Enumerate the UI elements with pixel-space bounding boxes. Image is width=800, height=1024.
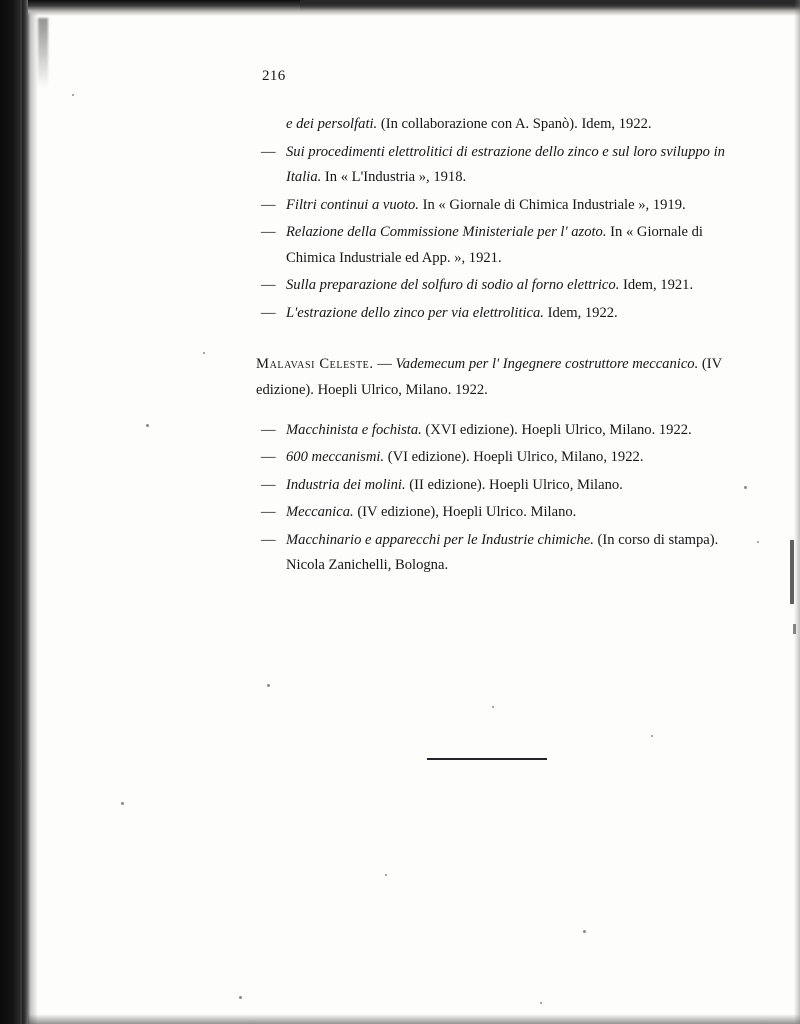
section-divider-rule <box>427 758 547 760</box>
entry-title: Filtri continui a vuoto. <box>286 196 419 213</box>
scan-margin-mark <box>790 540 794 604</box>
entry-title: Relazione della Commissione Ministeriale per l' azoto. <box>286 224 607 240</box>
dust-speck <box>757 541 759 543</box>
list-item <box>256 193 726 219</box>
entry-title: 600 meccanismi. <box>286 449 385 466</box>
list-item <box>256 500 726 526</box>
entry-rest: (In collaborazione con A. Spanò). Idem, 1922. <box>377 116 652 132</box>
entry-rest: In « Giornale di Chimica Industriale ed App. », 1921. <box>286 224 703 266</box>
entry-dash: — <box>261 476 276 493</box>
dust-speck <box>267 684 270 687</box>
entry-rest: Idem, 1921. <box>619 277 694 293</box>
dust-speck <box>385 874 387 876</box>
page-number: 216 <box>262 68 286 84</box>
entry-rest: (IV edizione). Hoepli Ulrico, Milano. 1922. <box>256 356 722 398</box>
author-dash: — <box>373 356 396 372</box>
entry-dash: — <box>261 531 276 548</box>
entry-title: Sui procedimenti elettrolitici di estrazione dello zinco e sul loro sviluppo in Italia. <box>286 143 725 185</box>
dust-speck <box>121 802 124 805</box>
entry-rest: (XVI edizione). Hoepli Ulrico, Milano. 1922. <box>421 421 692 438</box>
entry-rest: (In corso di stampa). Nicola Zanichelli, Bologna. <box>286 531 719 574</box>
entry-title: Sulla preparazione del solfuro di sodio al forno elettrico. <box>286 277 620 293</box>
entry-rest: (II edizione). Hoepli Ulrico, Milano. <box>405 476 623 493</box>
dust-speck <box>72 94 74 96</box>
entry-title: Macchinario e apparecchi per le Industrie chimiche. <box>286 531 594 548</box>
list-item <box>256 473 726 499</box>
entry-rest: Idem, 1922. <box>543 304 618 321</box>
entry-title: L'estrazione dello zinco per via elettrolitica. <box>286 304 544 321</box>
entry-title: e dei persolfati. <box>286 116 378 132</box>
entry-dash: — <box>261 224 276 240</box>
entry-rest: In « Giornale di Chimica Industriale », 1919. <box>418 196 686 213</box>
scan-blot <box>38 18 48 88</box>
entry-title: Vademecum per l' Ingegnere costruttore meccanico. <box>395 356 699 372</box>
dust-speck <box>492 706 494 708</box>
author-heading-entry <box>256 352 726 403</box>
dust-speck <box>744 486 747 489</box>
dust-speck <box>540 1002 542 1004</box>
entry-dash: — <box>261 277 276 293</box>
scan-bottom-edge <box>28 1014 800 1024</box>
list-item <box>256 528 726 579</box>
list-item <box>256 140 726 191</box>
entry-dash: — <box>261 449 276 466</box>
entry-dash: — <box>261 143 276 160</box>
entry-rest: (VI edizione). Hoepli Ulrico, Milano, 1922. <box>384 449 644 466</box>
list-item <box>256 445 726 471</box>
list-item <box>256 273 726 299</box>
entry-dash: — <box>261 421 276 438</box>
list-item <box>256 220 726 271</box>
entry-dash: — <box>261 196 276 213</box>
bibliography-list <box>256 112 726 581</box>
scan-top-fade <box>300 0 800 10</box>
dust-speck <box>203 352 205 354</box>
entry-title: Meccanica. <box>286 504 354 521</box>
list-item <box>256 301 726 327</box>
scan-binding-shadow <box>22 0 38 1024</box>
dust-speck <box>583 930 586 933</box>
list-item <box>256 112 726 138</box>
entry-title: Industria dei molini. <box>286 476 406 493</box>
entry-rest: (IV edizione), Hoepli Ulrico. Milano. <box>353 504 577 521</box>
dust-speck <box>146 424 149 427</box>
list-item <box>256 418 726 444</box>
entry-dash: — <box>261 304 276 321</box>
entry-title: Macchinista e fochista. <box>286 421 422 438</box>
scan-margin-mark-small <box>793 624 796 634</box>
entry-rest: In « L'Industria », 1918. <box>321 169 467 185</box>
entry-dash: — <box>261 504 276 521</box>
dust-speck <box>651 735 653 737</box>
author-name: Malavasi Celeste. <box>256 356 374 372</box>
scan-right-edge <box>794 0 800 1024</box>
dust-speck <box>239 996 242 999</box>
